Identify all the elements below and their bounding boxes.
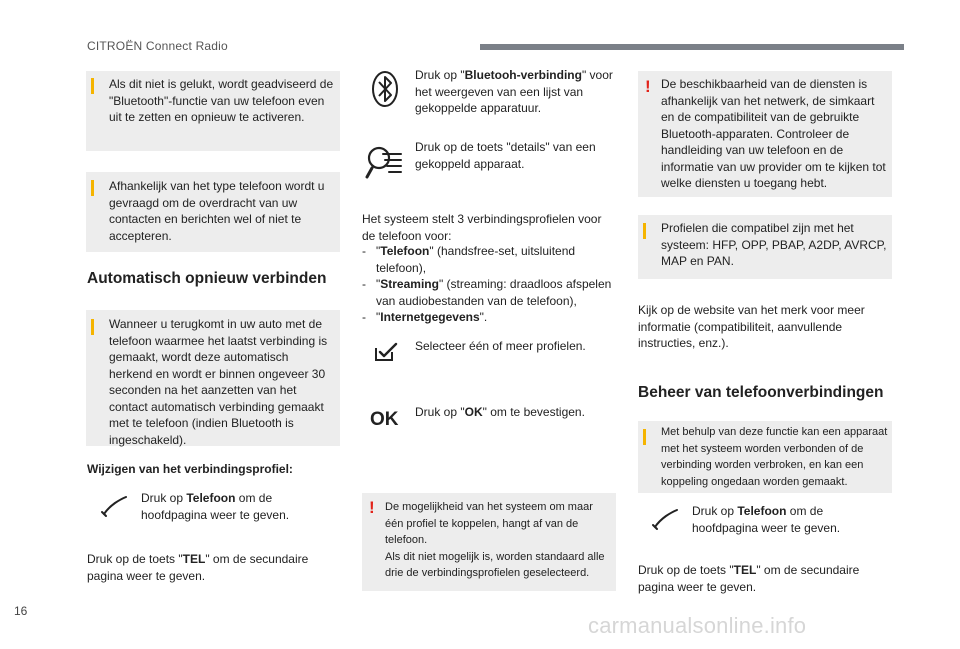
info-box-bluetooth-reset — [86, 71, 340, 151]
info-text: Afhankelijk van het type telefoon wordt u gevraagd om de overdracht van uw contacten en berichten wel of niet te accepteren. — [109, 179, 325, 243]
warning-text: De mogelijkheid van het systeem om maar één profiel te koppelen, hangt af van de telefoon. Als dit niet mogelijk is, worden standaard alle drie de verbindingsprofielen geselecteerd. — [385, 501, 605, 579]
telefoon-label: Telefoon — [186, 491, 236, 505]
bluetooth-icon — [370, 70, 400, 108]
profile-item-telefoon: - "Telefoon" (handsfree-set, uitsluitend telefoon), — [362, 244, 576, 275]
step-select: Selecteer één of meer profielen. — [415, 339, 586, 353]
info-marker — [643, 223, 646, 239]
tel-label: TEL — [182, 552, 206, 566]
step-tel: Druk op de toets "TEL" om de secundaire pagina weer te geven. — [87, 552, 309, 583]
step-details: Druk op de toets "details" van een gekoppeld apparaat. — [415, 140, 596, 171]
profiles-intro: Het systeem stelt 3 verbindingsprofielen voor de telefoon voor: — [362, 212, 602, 243]
warning-box-profile — [362, 493, 616, 591]
step-ok: Druk op "OK" om te bevestigen. — [415, 405, 585, 419]
manual-title: CITROËN Connect Radio — [87, 39, 228, 53]
phone-handset-icon — [651, 507, 681, 531]
tel-label: TEL — [733, 563, 757, 577]
info-text: Profielen die compatibel zijn met het systeem: HFP, OPP, PBAP, A2DP, AVRCP, MAP en PAN. — [661, 221, 887, 268]
info-box-profiles — [638, 215, 892, 279]
section-heading-manage: Beheer van telefoonverbindingen — [638, 384, 884, 401]
profile-item-streaming: - "Streaming" (streaming: draadloos afspelen van audiobestanden van de telefoon), — [362, 277, 612, 308]
info-marker — [91, 319, 94, 335]
info-text: Als dit niet is gelukt, wordt geadviseerd de "Bluetooth"-functie van uw telefoon even uit te zetten en opnieuw te activeren. — [109, 77, 334, 124]
info-text: Met behulp van deze functie kan een apparaat met het systeem worden verbonden of de verbinding worden verbroken, en kan een koppeling ongedaan worden gemaakt. — [661, 426, 888, 488]
section-heading-reconnect: Automatisch opnieuw verbinden — [87, 270, 327, 287]
profile-list — [362, 243, 612, 326]
profile-item-internet: - "Internetgegevens". — [362, 310, 488, 324]
info-marker — [91, 180, 94, 196]
phone-handset-icon — [100, 494, 130, 518]
step-telefoon: Druk op Telefoon om de hoofdpagina weer te geven. — [141, 491, 290, 522]
info-text: Wanneer u terugkomt in uw auto met de telefoon waarmee het laatst verbinding is gemaakt, wordt deze automatisch herkend en wordt er binnen ongeveer 30 seconden na het aanzetten van het contact automatisch verbinding gemaakt met te telefoon (indien Bluetooth is ingeschakeld). — [109, 317, 328, 447]
checkbox-select-icon — [374, 342, 398, 362]
info-marker — [91, 78, 94, 94]
details-list-icon — [365, 144, 405, 182]
info-box-transfer — [86, 172, 340, 252]
page-number: 16 — [14, 604, 28, 618]
step-tel: Druk op de toets "TEL" om de secundaire pagina weer te geven. — [638, 563, 860, 594]
warning-box-availability — [638, 71, 892, 197]
subheading-profile: Wijzigen van het verbindingsprofiel: — [87, 462, 293, 476]
step-bluetooth: Druk op "Bluetooh-verbinding" voor het weergeven van een lijst van gekoppelde apparatuur. — [415, 68, 613, 115]
info-box-reconnect — [86, 310, 340, 446]
watermark: carmanualsonline.info — [588, 613, 807, 638]
warning-icon: ! — [369, 498, 375, 517]
bluetooth-label: Bluetooh-verbinding — [464, 68, 582, 82]
telefoon-label: Telefoon — [737, 504, 787, 518]
warning-icon: ! — [645, 77, 651, 96]
info-box-manage — [638, 421, 892, 493]
info-marker — [643, 429, 646, 445]
website-text: Kijk op de website van het merk voor meer informatie (compatibiliteit, aanvullende instructies, enz.). — [638, 303, 865, 350]
step-telefoon: Druk op Telefoon om de hoofdpagina weer te geven. — [692, 504, 841, 535]
header-bar — [480, 44, 904, 50]
warning-text: De beschikbaarheid van de diensten is afhankelijk van het netwerk, de simkaart en de compatibiliteit van de gebruikte Bluetooth-apparaten. Controleer de handleiding van uw telefoon en de informatie van uw provider om te kijken tot welke diensten u toegang hebt. — [661, 77, 886, 190]
ok-label: OK — [464, 405, 483, 419]
ok-icon: OK — [370, 409, 399, 430]
